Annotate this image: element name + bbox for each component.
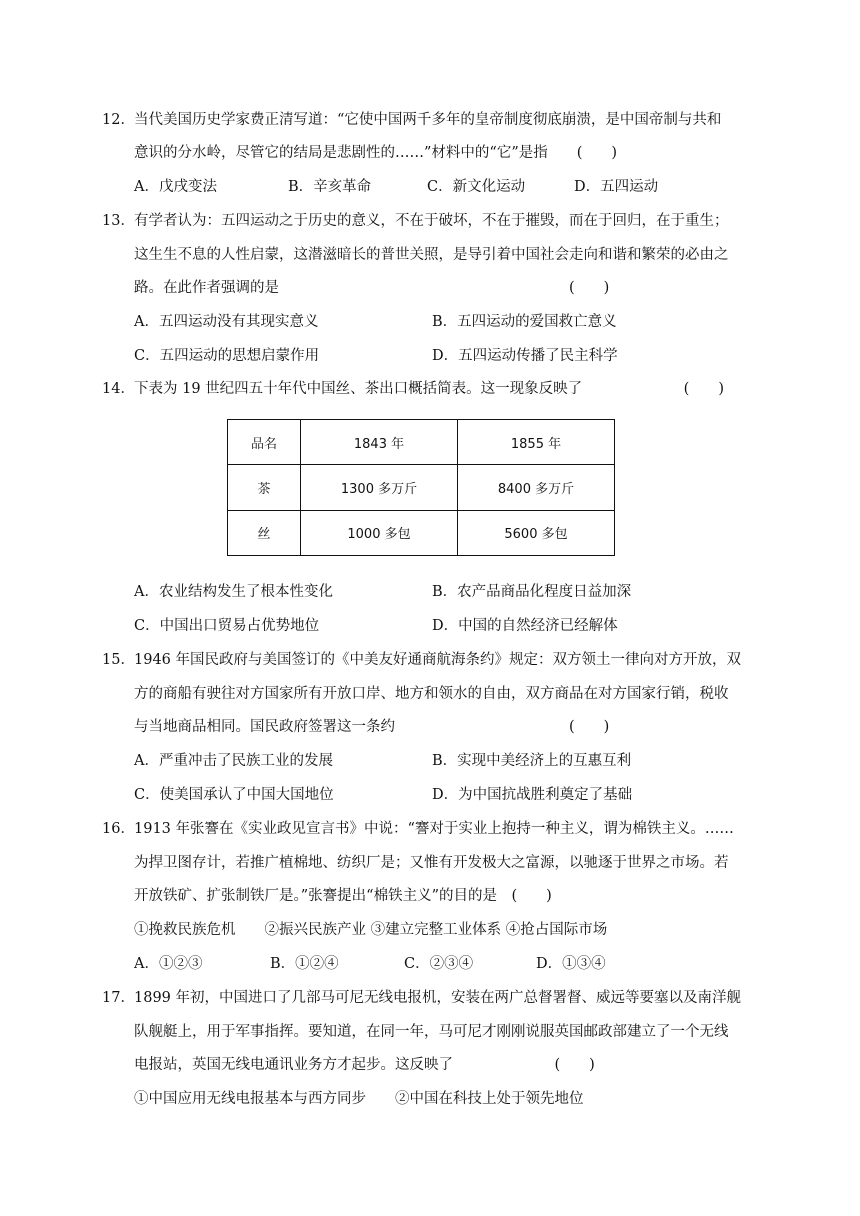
option-b[interactable]: B．五四运动的爱国救亡意义: [432, 314, 617, 330]
option-d[interactable]: D．五四运动传播了民主科学: [432, 348, 618, 364]
question-text-line: 开放铁矿、扩张制铁厂是。”张謇提出“棉铁主义”的目的是 ( ): [134, 888, 552, 904]
question-text-line: 1946 年国民政府与美国签订的《中美友好通商航海条约》规定：双方领土一律向对方开放，双: [134, 652, 742, 668]
question-text-line: 意识的分水岭，尽管它的结局是悲剧性的……”材料中的“它”是指 ( ): [134, 145, 618, 161]
option-c[interactable]: C．新文化运动: [427, 179, 526, 195]
table-header-cell: 1855 年: [458, 420, 615, 465]
question-number: 16．: [102, 821, 135, 837]
option-a[interactable]: A．戊戌变法: [134, 179, 217, 195]
question-number: 13．: [102, 213, 135, 229]
question-text-line: 下表为 19 世纪四五十年代中国丝、茶出口概括简表。这一现象反映了 ( ): [134, 381, 724, 397]
option-b[interactable]: B．辛亥革命: [288, 179, 372, 195]
table-cell: 5600 多包: [458, 510, 615, 555]
option-d[interactable]: D．中国的自然经济已经解体: [432, 618, 618, 634]
option-a[interactable]: A．①②③: [134, 956, 203, 972]
option-d[interactable]: D．五四运动: [574, 179, 659, 195]
option-c[interactable]: C．五四运动的思想启蒙作用: [134, 348, 320, 364]
option-b[interactable]: B．实现中美经济上的互惠互利: [432, 753, 632, 769]
question-text-line: ①中国应用无线电报基本与西方同步 ②中国在科技上处于领先地位: [134, 1091, 584, 1107]
option-b[interactable]: B．①②④: [270, 956, 339, 972]
option-a[interactable]: A．严重冲击了民族工业的发展: [134, 753, 333, 769]
question-text-line: ①挽救民族危机 ②振兴民族产业 ③建立完整工业体系 ④抢占国际市场: [134, 922, 608, 938]
option-c[interactable]: C．中国出口贸易占优势地位: [134, 618, 320, 634]
option-d[interactable]: D．①③④: [536, 956, 606, 972]
question-text-line: 电报站，英国无线电通讯业务方才起步。这反映了 ( ): [134, 1057, 595, 1073]
option-b[interactable]: B．农产品商品化程度日益加深: [432, 584, 632, 600]
question-text-line: 1913 年张謇在《实业政见宣言书》中说：“謇对于实业上抱持一种主义，谓为棉铁主义。……: [134, 821, 734, 837]
question-text-line: 路。在此作者强调的是 ( ): [134, 280, 610, 296]
option-c[interactable]: C．使美国承认了中国大国地位: [134, 787, 334, 803]
table-cell: 茶: [228, 465, 301, 510]
export-table: [227, 419, 615, 556]
table-cell: 8400 多万斤: [458, 465, 615, 510]
question-number: 17．: [102, 990, 135, 1006]
option-c[interactable]: C．②③④: [404, 956, 474, 972]
question-number: 12．: [102, 112, 135, 128]
question-text-line: 为捍卫图存计，若推广植棉地、纺织厂是；又惟有开发极大之富源，以驰逐于世界之市场。若: [134, 855, 729, 871]
question-text-line: 这生生不息的人性启蒙，这潜滋暗长的普世关照，是导引着中国社会走向和谐和繁荣的必由之: [134, 247, 729, 263]
table-cell: 1000 多包: [301, 510, 458, 555]
option-d[interactable]: D．为中国抗战胜利奠定了基础: [432, 787, 633, 803]
question-text-line: 有学者认为：五四运动之于历史的意义，不在于破坏，不在于摧毁，而在于回归，在于重生；: [134, 213, 729, 229]
question-text-line: 与当地商品相同。国民政府签署这一条约 ( ): [134, 719, 610, 735]
question-text-line: 方的商船有驶往对方国家所有开放口岸、地方和领水的自由，双方商品在对方国家行销，税收: [134, 686, 729, 702]
question-number: 14．: [102, 381, 135, 397]
question-text-line: 当代美国历史学家费正清写道：“它使中国两千多年的皇帝制度彻底崩溃，是中国帝制与共和: [134, 112, 722, 128]
table-header-cell: 品名: [228, 420, 301, 465]
question-text-line: 1899 年初，中国进口了几部马可尼无线电报机，安装在两广总督署督、威远等要塞以及南洋舰: [134, 990, 742, 1006]
option-a[interactable]: A．五四运动没有其现实意义: [134, 314, 319, 330]
table-row: [228, 510, 615, 555]
table-cell: 丝: [228, 510, 301, 555]
table-row: [228, 465, 615, 510]
table-header-cell: 1843 年: [301, 420, 458, 465]
question-number: 15．: [102, 652, 135, 668]
option-a[interactable]: A．农业结构发生了根本性变化: [134, 584, 333, 600]
table-cell: 1300 多万斤: [301, 465, 458, 510]
table-header-row: [228, 420, 615, 465]
question-text-line: 队舰艇上，用于军事指挥。要知道，在同一年，马可尼才刚刚说服英国邮政部建立了一个无线: [134, 1024, 729, 1040]
